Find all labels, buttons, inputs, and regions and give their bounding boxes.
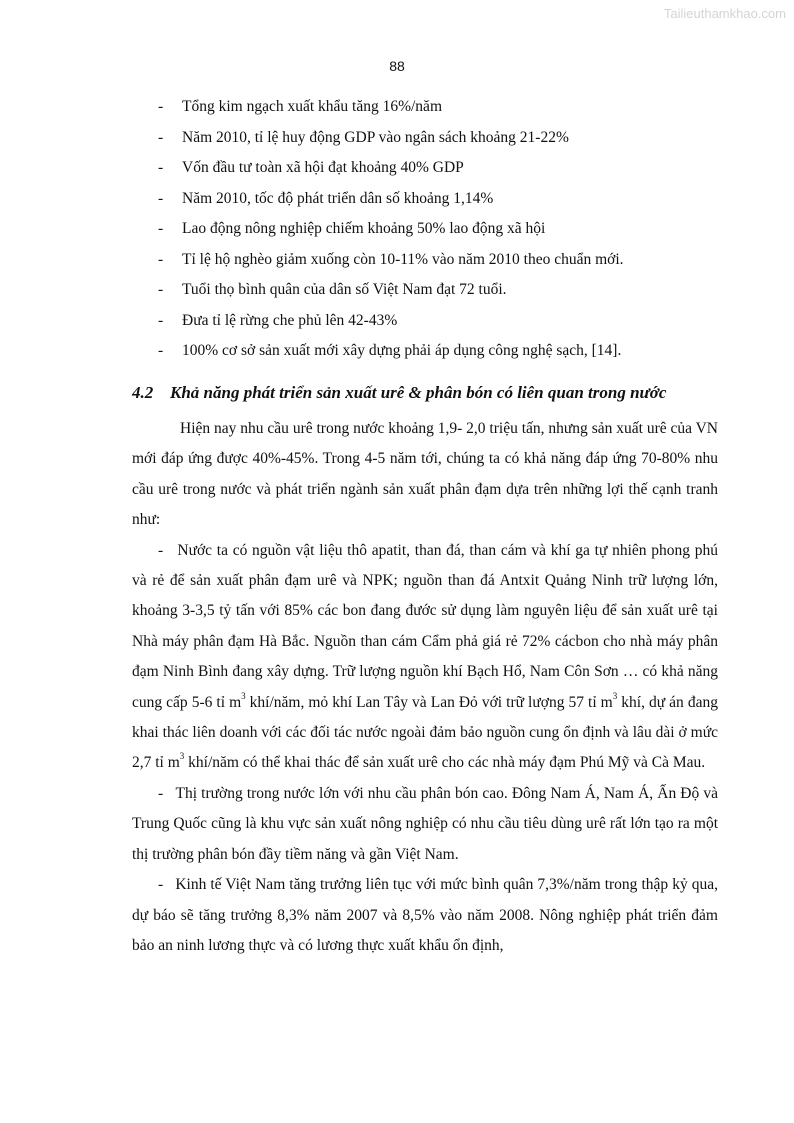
paragraph-dash: - (158, 876, 164, 894)
paragraph-text: khí/năm có thể khai thác để sản xuất urê cho các nhà máy đạm Phú Mỹ và Cà Mau. (184, 754, 706, 772)
section-title: Khả năng phát triển sản xuất urê & phân bón có liên quan trong nước (170, 383, 667, 402)
list-item (158, 156, 758, 187)
bullet-dash: - (158, 98, 164, 115)
paragraph-economy (132, 870, 718, 961)
paragraph-dash: - (158, 541, 164, 559)
paragraph-text: Kinh tế Việt Nam tăng trưởng liên tục với mức bình quân 7,3%/năm trong thập kỷ qua, dự báo sẽ tăng trưởng 8,3% năm 2007 và 8,5% vào năm 2008. Nông nghiệp phát triển đảm bảo an ninh lương thực và có lương thực xuất khẩu ổn định, (132, 876, 718, 954)
list-item-text: Đưa tỉ lệ rừng che phủ lên 42-43% (182, 311, 398, 329)
list-item-text: Tỉ lệ hộ nghèo giảm xuống còn 10-11% vào năm 2010 theo chuẩn mới. (182, 250, 624, 268)
paragraph-text: khí, dự án đang khai thác liên doanh với các đối tác nước ngoài đảm bảo nguồn cung ổn định và lâu dài ở mức 2,7 tỉ m (132, 693, 718, 772)
bullet-list (158, 95, 758, 370)
paragraph-text: khí/năm, mỏ khí Lan Tây và Lan Đỏ với trữ lượng 57 tỉ m (245, 693, 613, 711)
list-item (158, 278, 758, 309)
bullet-dash: - (158, 128, 164, 146)
list-item-text: Tuổi thọ bình quân của dân số Việt Nam đạt 72 tuổi. (182, 281, 507, 298)
bullet-dash: - (158, 281, 164, 298)
section-body (132, 414, 718, 961)
paragraph-text: Nước ta có nguồn vật liệu thô apatit, than đá, than cám và khí ga tự nhiên phong phú và rẻ để sản xuất phân đạm urê và NPK; nguồn than đá Antxit Quảng Ninh trữ lượng lớn, khoảng 3-3,5 tỷ tấn với 85% các bon đang đước sử dụng làm nguyên liệu để sản xuất urê tại Nhà máy phân đạm Hà Bắc. Nguồn than cám Cẩm phả giá rẻ 72% cácbon cho nhà máy phân đạm Ninh Bình đang xây dựng. Trữ lượng nguồn khí Bạch Hổ, Nam Côn Sơn … có khả năng cung cấp 5-6 tỉ m (132, 541, 718, 711)
paragraph-raw-materials (132, 536, 718, 779)
paragraph-text: Thị trường trong nước lớn với nhu cầu phân bón cao. Đông Nam Á, Nam Á, Ấn Độ và Trung Quốc cũng là khu vực sản xuất nông nghiệp có nhu cầu tiêu dùng urê rất lớn tạo ra một thị trường phân bón đầy tiềm năng và gần Việt Nam. (132, 784, 718, 863)
paragraph-dash: - (158, 784, 164, 802)
list-item-text: Năm 2010, tốc độ phát triển dân số khoảng 1,14% (182, 189, 494, 207)
watermark: Tailieuthamkhao.com (663, 6, 786, 21)
bullet-dash: - (158, 220, 164, 237)
bullet-dash: - (158, 159, 164, 176)
section-heading (132, 383, 752, 403)
list-item (158, 339, 758, 370)
section-number: 4.2 (132, 383, 154, 402)
superscript: 3 (179, 751, 185, 762)
bullet-dash: - (158, 250, 164, 268)
list-item (158, 187, 758, 218)
page-number: 88 (389, 58, 405, 74)
paragraph-market (132, 779, 718, 870)
list-item-text: Lao động nông nghiệp chiếm khoảng 50% lao động xã hội (182, 220, 546, 237)
list-item (158, 126, 758, 157)
superscript: 3 (612, 690, 618, 701)
list-item-text: Năm 2010, tỉ lệ huy động GDP vào ngân sách khoảng 21-22% (182, 128, 569, 146)
bullet-dash: - (158, 342, 164, 359)
superscript: 3 (241, 690, 246, 701)
bullet-dash: - (158, 189, 164, 207)
list-item (158, 95, 758, 126)
list-item-text: Vốn đầu tư toàn xã hội đạt khoảng 40% GDP (182, 159, 464, 176)
bullet-dash: - (158, 311, 164, 329)
list-item (158, 217, 758, 248)
list-item (158, 248, 758, 279)
list-item-text: 100% cơ sở sản xuất mới xây dựng phải áp dụng công nghệ sạch, [14]. (182, 342, 622, 359)
list-item-text: Tổng kim ngạch xuất khẩu tăng 16%/năm (182, 98, 442, 115)
intro-paragraph: Hiện nay nhu cầu urê trong nước khoảng 1,9- 2,0 triệu tấn, nhưng sản xuất urê của VN mới đáp ứng được 40%-45%. Trong 4-5 năm tới, chúng ta có khả năng đáp ứng 70-80% nhu cầu urê trong nước và phát triển ngành sản xuất phân đạm dựa trên những lợi thế cạnh tranh như: (132, 420, 718, 529)
list-item (158, 309, 758, 340)
